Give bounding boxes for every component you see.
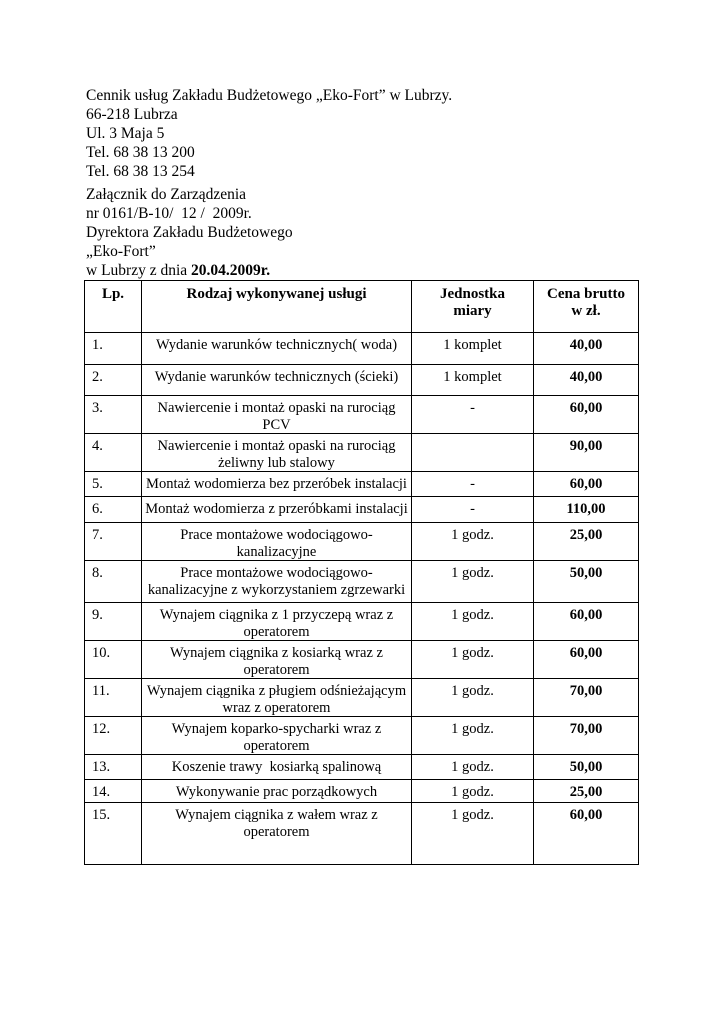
lp-cell: 2. <box>85 365 142 396</box>
attachment-note <box>86 185 684 280</box>
price-cell: 70,00 <box>534 679 639 717</box>
service-cell: Wydanie warunków technicznych( woda) <box>142 333 412 365</box>
lp-cell: 10. <box>85 641 142 679</box>
service-cell: Prace montażowe wodociągowo-kanalizacyjne <box>142 523 412 561</box>
service-cell: Wynajem koparko-spycharki wraz z operatorem <box>142 717 412 755</box>
lp-cell: 11. <box>85 679 142 717</box>
price-cell: 60,00 <box>534 472 639 497</box>
header-price-label: Cena brutto w zł. <box>547 286 625 319</box>
price-cell: 110,00 <box>534 497 639 523</box>
header-service: Rodzaj wykonywanej usługi <box>142 281 412 333</box>
unit-cell: 1 komplet <box>412 365 534 396</box>
unit-cell: 1 godz. <box>412 561 534 603</box>
price-cell: 25,00 <box>534 780 639 803</box>
lp-cell: 7. <box>85 523 142 561</box>
lp-cell: 8. <box>85 561 142 603</box>
table-row <box>85 641 639 679</box>
org-phone-1: Tel. 68 38 13 200 <box>86 144 195 161</box>
price-cell: 90,00 <box>534 434 639 472</box>
lp-cell: 3. <box>85 396 142 434</box>
table-row <box>85 396 639 434</box>
table-row <box>85 365 639 396</box>
service-cell: Wynajem ciągnika z pługiem odśnieżającym wraz z operatorem <box>142 679 412 717</box>
price-cell: 50,00 <box>534 561 639 603</box>
lp-cell: 15. <box>85 803 142 865</box>
org-postal-code: 66-218 Lubrza <box>86 106 178 123</box>
unit-cell: - <box>412 497 534 523</box>
attachment-line-3: Dyrektora Zakładu Budżetowego <box>86 224 293 241</box>
lp-cell: 6. <box>85 497 142 523</box>
price-cell: 50,00 <box>534 755 639 780</box>
header-unit <box>412 281 534 333</box>
unit-cell: 1 godz. <box>412 679 534 717</box>
lp-cell: 5. <box>85 472 142 497</box>
attachment-line-1: Załącznik do Zarządzenia <box>86 186 247 203</box>
unit-cell: 1 godz. <box>412 803 534 865</box>
price-cell: 60,00 <box>534 603 639 641</box>
price-cell: 60,00 <box>534 803 639 865</box>
table-row <box>85 803 639 865</box>
attachment-date: 20.04.2009r. <box>191 262 271 279</box>
unit-cell: 1 godz. <box>412 603 534 641</box>
unit-cell: - <box>412 472 534 497</box>
table-row <box>85 603 639 641</box>
service-cell: Nawiercenie i montaż opaski na rurociąg żeliwny lub stalowy <box>142 434 412 472</box>
service-cell: Wynajem ciągnika z 1 przyczepą wraz z operatorem <box>142 603 412 641</box>
table-row <box>85 523 639 561</box>
service-cell: Montaż wodomierza z przeróbkami instalacji <box>142 497 412 523</box>
attachment-line-2: nr 0161/B-10/ 12 / 2009r. <box>86 205 252 222</box>
unit-cell: 1 godz. <box>412 523 534 561</box>
price-cell: 60,00 <box>534 641 639 679</box>
org-title: Cennik usług Zakładu Budżetowego „Eko-Fort” w Lubrzy. <box>86 87 453 104</box>
lp-cell: 13. <box>85 755 142 780</box>
table-row <box>85 472 639 497</box>
service-cell: Wynajem ciągnika z kosiarką wraz z operatorem <box>142 641 412 679</box>
table-row <box>85 755 639 780</box>
header-price <box>534 281 639 333</box>
header-lp: Lp. <box>85 281 142 333</box>
table-row <box>85 561 639 603</box>
table-row <box>85 434 639 472</box>
unit-cell: 1 godz. <box>412 717 534 755</box>
lp-cell: 9. <box>85 603 142 641</box>
service-cell: Wynajem ciągnika z wałem wraz z operatorem <box>142 803 412 865</box>
table-row <box>85 679 639 717</box>
table-row <box>85 333 639 365</box>
price-table <box>84 280 639 865</box>
table-row <box>85 780 639 803</box>
attachment-date-prefix: w Lubrzy z dnia <box>86 262 192 279</box>
lp-cell: 4. <box>85 434 142 472</box>
service-cell: Prace montażowe wodociągowo-kanalizacyjne z wykorzystaniem zgrzewarki <box>142 561 412 603</box>
header-unit-label: Jednostka miary <box>439 286 506 319</box>
lp-cell: 14. <box>85 780 142 803</box>
service-cell: Wykonywanie prac porządkowych <box>142 780 412 803</box>
unit-cell: 1 godz. <box>412 641 534 679</box>
lp-cell: 1. <box>85 333 142 365</box>
price-cell: 60,00 <box>534 396 639 434</box>
attachment-line-4: „Eko-Fort” <box>86 243 156 260</box>
org-street: Ul. 3 Maja 5 <box>86 125 165 142</box>
unit-cell: 1 godz. <box>412 780 534 803</box>
unit-cell: 1 komplet <box>412 333 534 365</box>
unit-cell <box>412 434 534 472</box>
org-phone-2: Tel. 68 38 13 254 <box>86 163 195 180</box>
attachment-date-line <box>86 261 684 280</box>
price-cell: 25,00 <box>534 523 639 561</box>
table-row <box>85 497 639 523</box>
table-header-row <box>85 281 639 333</box>
org-header <box>86 86 684 181</box>
price-cell: 70,00 <box>534 717 639 755</box>
service-cell: Wydanie warunków technicznych (ścieki) <box>142 365 412 396</box>
lp-cell: 12. <box>85 717 142 755</box>
unit-cell: 1 godz. <box>412 755 534 780</box>
table-row <box>85 717 639 755</box>
price-cell: 40,00 <box>534 333 639 365</box>
unit-cell: - <box>412 396 534 434</box>
service-cell: Nawiercenie i montaż opaski na rurociąg PCV <box>142 396 412 434</box>
service-cell: Koszenie trawy kosiarką spalinową <box>142 755 412 780</box>
service-cell: Montaż wodomierza bez przeróbek instalacji <box>142 472 412 497</box>
price-cell: 40,00 <box>534 365 639 396</box>
